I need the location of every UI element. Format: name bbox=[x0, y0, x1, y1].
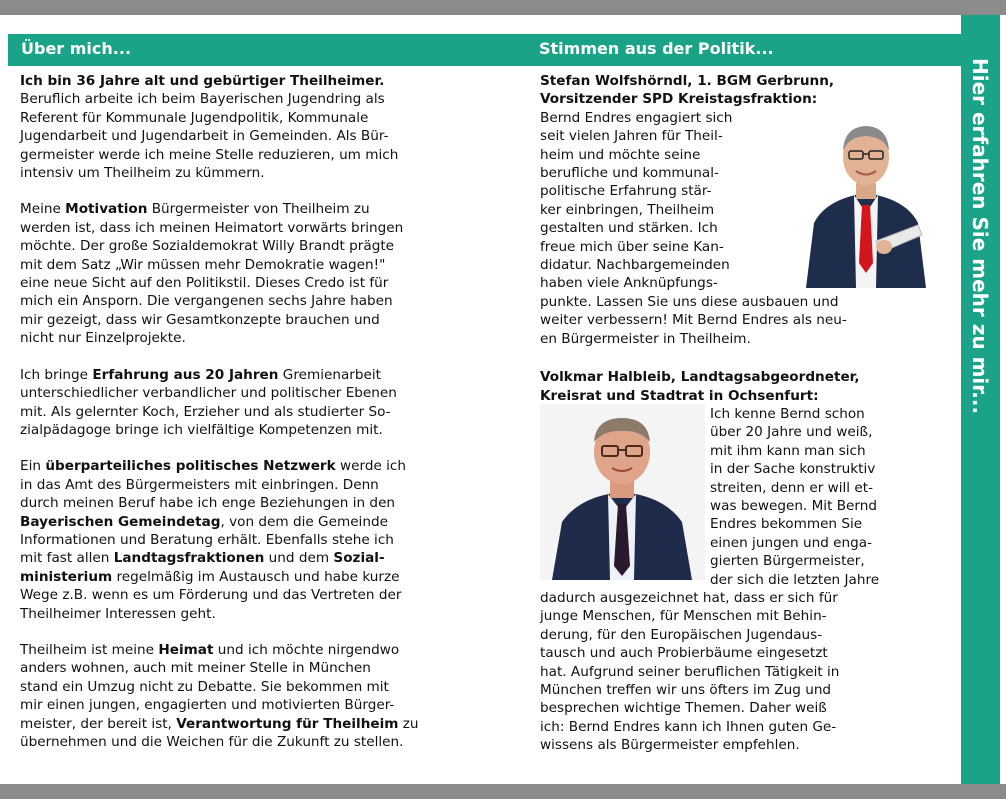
text-line: stand ein Umzug nicht zu Debatte. Sie bekommen mit bbox=[20, 678, 389, 695]
text-line: politische Erfahrung stär- bbox=[540, 183, 712, 200]
text-line: Stefan Wolfshörndl, 1. BGM Gerbrunn, bbox=[540, 73, 835, 89]
portrait-volkmar-halbleib bbox=[540, 404, 705, 580]
text-line: einen jungen und enga- bbox=[710, 534, 873, 551]
about-intro: Ich bin 36 Jahre alt und gebürtiger Theilheimer. bbox=[20, 73, 385, 89]
text-line: weiter verbessern! Mit Bernd Endres als neu- bbox=[540, 312, 847, 329]
text-line: derung, für den Europäischen Jugendaus- bbox=[540, 626, 823, 643]
text-line: Ich kenne Bernd schon bbox=[710, 405, 865, 422]
text-line: überparteiliches politisches Netzwerk bbox=[45, 458, 336, 475]
text-line: ker einbringen, Theilheim bbox=[540, 201, 715, 218]
text-line: Wege z.B. wenn es um Förderung und das Vertreten der bbox=[20, 587, 402, 604]
text-line: Verantwortung für Theilheim bbox=[176, 715, 399, 732]
text-line: mit ihm kann man sich bbox=[710, 442, 866, 459]
text-line: Vorsitzender SPD Kreistagsfraktion: bbox=[540, 91, 818, 108]
text-line: streiten, denn er will et- bbox=[710, 479, 873, 496]
portrait-1-illustration bbox=[796, 113, 936, 288]
portrait-2-illustration bbox=[540, 404, 705, 580]
text-line: gierten Bürgermeister, bbox=[710, 553, 865, 570]
top-gray-bar bbox=[0, 0, 1006, 15]
text-line: Bernd Endres engagiert sich bbox=[540, 109, 733, 126]
text-line: Endres bekommen Sie bbox=[710, 516, 863, 533]
text-line: Ich bringe bbox=[20, 366, 93, 383]
text-line: germeister werde ich meine Stelle reduzieren, um mich bbox=[20, 146, 399, 163]
text-line: mich ein Ansporn. Die vergangenen sechs Jahre haben bbox=[20, 293, 393, 310]
text-line: Meine bbox=[20, 201, 66, 218]
bottom-gray-bar bbox=[0, 784, 1006, 799]
text-line: haben viele Anknüpfungs- bbox=[540, 275, 718, 292]
text-line: in das Amt des Bürgermeisters mit einbringen. Denn bbox=[20, 476, 379, 493]
text-line: gestalten und stärken. Ich bbox=[540, 220, 718, 237]
text-line: Informationen und Beratung erhält. Ebenfalls stehe ich bbox=[20, 531, 394, 548]
text-line: dadurch ausgezeichnet hat, dass er sich für bbox=[540, 589, 838, 606]
text-line: eine neue Sicht auf den Politikstil. Dieses Credo ist für bbox=[20, 275, 389, 292]
text-line: Ein bbox=[20, 458, 46, 475]
text-line: , von dem die Gemeinde bbox=[220, 513, 388, 530]
text-line: didatur. Nachbargemeinden bbox=[540, 257, 730, 274]
text-line: Motivation bbox=[65, 201, 148, 218]
text-line: Bürgermeister von Theilheim zu bbox=[147, 201, 370, 218]
text-line: unterschiedlicher verbandlicher und politischer Ebenen bbox=[20, 385, 397, 402]
text-line: tausch und auch Probierbäume eingesetzt bbox=[540, 645, 828, 662]
text-line: mit dem Satz „Wir müssen mehr Demokratie wagen!" bbox=[20, 256, 386, 273]
text-line: mit fast allen bbox=[20, 550, 114, 567]
text-line: seit vielen Jahren für Theil- bbox=[540, 128, 723, 145]
text-line: nicht nur Einzelprojekte. bbox=[20, 330, 186, 347]
text-line: zialpädagoge bringe ich vielfältige Kompetenzen mit. bbox=[20, 421, 383, 438]
text-line: möchte. Der große Sozialdemokrat Willy Brandt prägte bbox=[20, 238, 395, 255]
text-line: ministerium bbox=[20, 568, 113, 585]
text-line: Kreisrat und Stadtrat in Ochsenfurt: bbox=[540, 387, 819, 404]
about-column bbox=[20, 72, 520, 751]
about-paragraph-1 bbox=[20, 72, 520, 182]
text-line: Theilheim ist meine bbox=[20, 641, 159, 658]
quote-2-author bbox=[540, 368, 950, 405]
text-line: durch meinen Beruf habe ich enge Beziehungen in den bbox=[20, 495, 396, 512]
text-line: werde ich bbox=[335, 458, 407, 475]
text-line: zu bbox=[398, 715, 419, 732]
text-line: freue mich über seine Kan- bbox=[540, 238, 724, 255]
text-line: was bewegen. Mit Bernd bbox=[710, 497, 878, 514]
text-line: übernehmen und die Weichen für die Zukunft zu stellen. bbox=[20, 734, 404, 750]
text-line: en Bürgermeister in Theilheim. bbox=[540, 330, 751, 347]
text-line: intensiv um Theilheim zu kümmern. bbox=[20, 165, 265, 182]
about-heading: Über mich... bbox=[21, 39, 132, 58]
text-line: hat. Aufgrund seiner beruflichen Tätigkeit in bbox=[540, 663, 840, 680]
side-banner bbox=[961, 15, 1000, 784]
text-line: regelmäßig im Austausch und habe kurze bbox=[112, 568, 400, 585]
text-line: besprechen wichtige Themen. Daher weiß bbox=[540, 700, 827, 717]
text-line: Jugendarbeit und Jugendarbeit in Gemeinden. Als Bür- bbox=[20, 128, 389, 145]
text-line: Heimat bbox=[158, 641, 214, 658]
text-line: Sozial- bbox=[333, 550, 385, 567]
about-paragraph-home bbox=[20, 641, 520, 751]
text-line: junge Menschen, für Menschen mit Behin- bbox=[540, 608, 827, 625]
text-line: Landtagsfraktionen bbox=[113, 550, 265, 567]
text-line: Volkmar Halbleib, Landtagsabgeordneter, bbox=[540, 369, 860, 386]
text-line: werden ist, dass ich meinen Heimatort vorwärts bringen bbox=[20, 219, 404, 236]
text-line: über 20 Jahre und weiß, bbox=[710, 424, 873, 441]
section-header-band bbox=[8, 34, 961, 66]
text-line: der sich die letzten Jahre bbox=[710, 571, 880, 588]
text-line: heim und möchte seine bbox=[540, 146, 701, 163]
text-line: Theilheimer Interessen geht. bbox=[20, 605, 216, 622]
text-line: Bayerischen Gemeindetag bbox=[20, 513, 221, 530]
text-line: München treffen wir uns öfters im Zug und bbox=[540, 682, 832, 698]
portrait-stefan-wolfshoerndl bbox=[796, 113, 936, 288]
text-line: wissens als Bürgermeister empfehlen. bbox=[540, 737, 800, 754]
text-line: meister, der bereit ist, bbox=[20, 715, 177, 732]
text-line: mir einen jungen, engagierten und motivierten Bürger- bbox=[20, 697, 395, 714]
text-line: mit. Als gelernter Koch, Erzieher und als studierter So- bbox=[20, 403, 391, 420]
text-line: punkte. Lassen Sie uns diese ausbauen und bbox=[540, 293, 839, 310]
about-paragraph-motivation bbox=[20, 200, 520, 347]
text-line: berufliche und kommunal- bbox=[540, 165, 719, 182]
text-line: mir gezeigt, dass wir Gesamtkonzepte brauchen und bbox=[20, 311, 380, 328]
text-line: anders wohnen, auch mit meiner Stelle in München bbox=[20, 660, 371, 677]
text-line: Erfahrung aus 20 Jahren bbox=[92, 366, 279, 383]
about-paragraph-experience bbox=[20, 366, 520, 440]
quote-1-author bbox=[540, 72, 950, 109]
text-line: Gremienarbeit bbox=[278, 366, 381, 383]
about-paragraph-network bbox=[20, 457, 520, 623]
quotes-heading: Stimmen aus der Politik... bbox=[539, 39, 774, 58]
text-line: ich: Bernd Endres kann ich Ihnen guten Ge- bbox=[540, 718, 837, 735]
text-line: und ich möchte nirgendwo bbox=[213, 641, 400, 658]
side-banner-text: Hier erfahren Sie mehr zu mir... bbox=[968, 58, 992, 415]
text-line: Beruflich arbeite ich beim Bayerischen Jugendring als bbox=[20, 91, 385, 108]
text-line: in der Sache konstruktiv bbox=[710, 461, 876, 478]
text-line: Referent für Kommunale Jugendpolitik, Kommunale bbox=[20, 109, 369, 126]
text-line: und dem bbox=[264, 550, 334, 567]
